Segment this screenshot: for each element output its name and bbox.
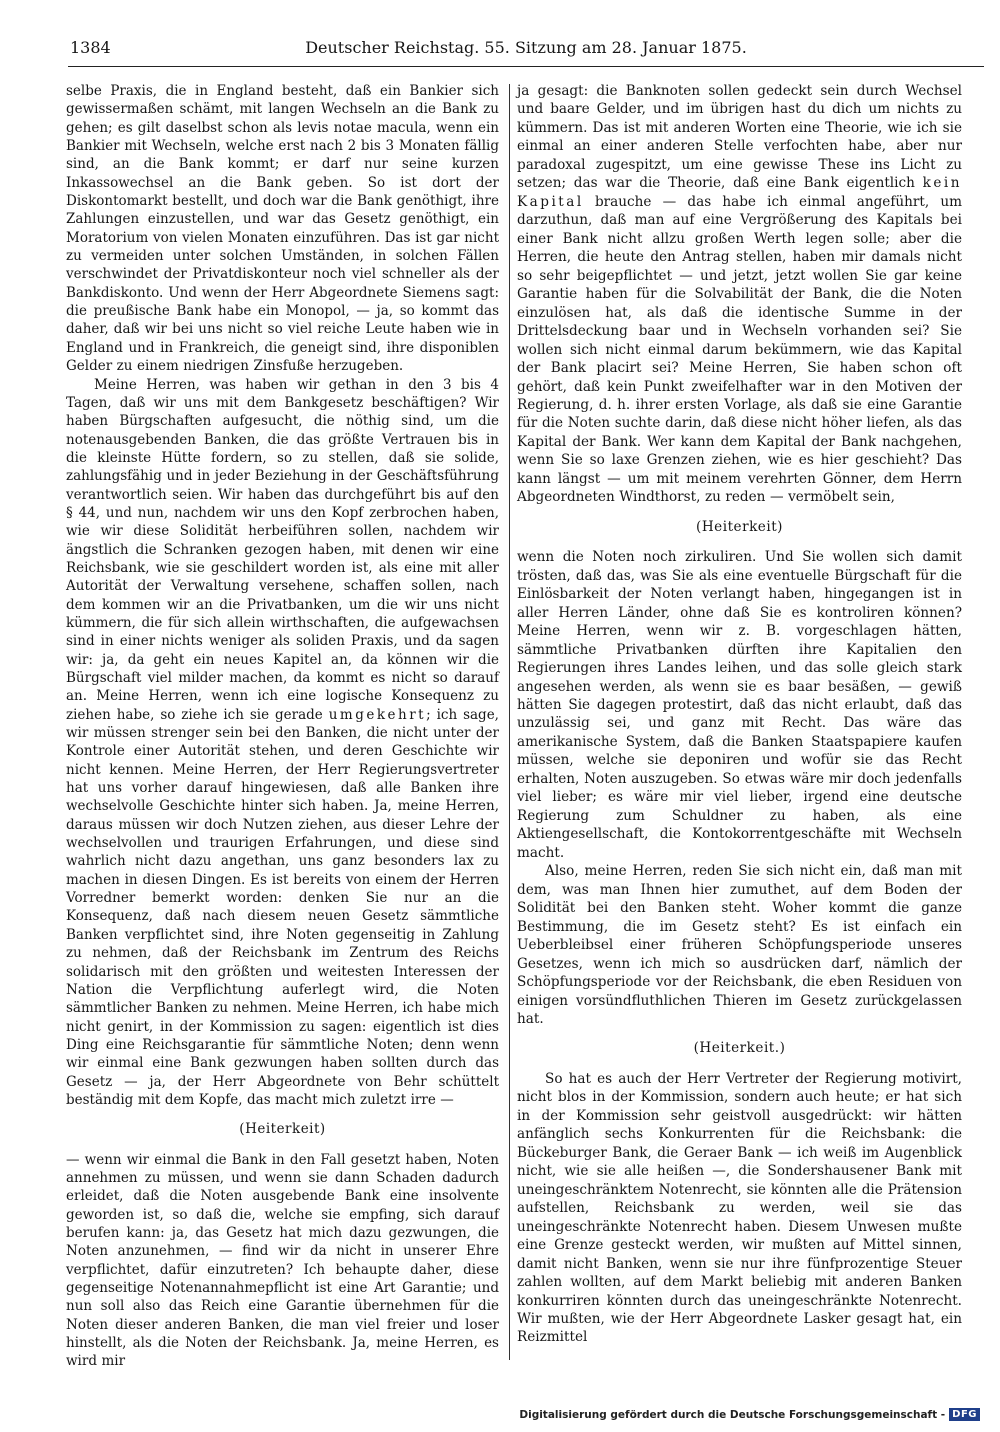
paragraph: Also, meine Herren, reden Sie sich nicht ein, daß man mit dem, was man Ihnen hier zumuthet, auf dem Boden der Solidität bei den Banken steht. Woher kommt die ganze Bestimmung, die im Gesetz steht? Es ist einfach ein Ueberbleibsel einer früheren Schöpfungsperiode unseres Gesetzes, wenn ich mich so ausdrücken darf, nämlich der Schöpfungsperiode vor der Reichsbank, die eben Residuen von einigen vorsündfluthlichen Thieren im Gesetz zurückgelassen hat. — [517, 863, 962, 1027]
footer-credit — [519, 1408, 980, 1421]
footer-text: Digitalisierung gefördert durch die Deutsche Forschungsgemeinschaft - — [519, 1408, 946, 1421]
paragraph: — wenn wir einmal die Bank in den Fall gesetzt haben, Noten annehmen zu müssen, und wenn sie dann Schaden dadurch erleidet, daß die Noten ausgebende Bank eine insolvente geworden ist, so daß die, welche sie empfing, sich darauf berufen kann: ja, das Gesetz hat mich dazu gezwungen, die Noten anzunehmen, — find wir da nicht in unserer Ehre verpflichtet, dafür einzutreten? Ich behaupte daher, diese gegenseitige Notenannahmepflicht ist eine Art Garantie; und nun soll also das Reich eine Garantie übernehmen für die Noten dieser anderen Banken, die man viel freier und loser hinstellt, als die Noten der Reichsbank. Ja, meine Herren, es wird mir — [66, 1151, 499, 1370]
paragraph: So hat es auch der Herr Vertreter der Regierung motivirt, nicht blos in der Kommission, sondern auch heute; er hat sich in der Kommission sehr geistvoll ausgedrückt: wir hätten anfänglich sechs Konkurrenten für die Reichsbank: die Bückeburger Bank, die Geraer Bank — ich weiß im Augenblick nicht, wie sie alle heißen —, die Sondershausener Bank mit uneingeschränktem Notenrecht, sie könnten alle die Prätension aufstellen, Reichsbank zu werden, weil sie das uneingeschränkte Notenrecht haben. Diesem Unwesen mußte eine Grenze gesteckt werden, wir mußten auf Mittel sinnen, damit nicht Banken, wenn sie nur ihre fünfprozentige Steuer zahlen wollten, auf dem Markt beliebig mit anderen Banken konkurriren könnten durch das uneingeschränkte Notenrecht. Wir mußten, wie der Herr Abgeordnete Lasker gesagt hat, ein Reizmittel — [517, 1070, 962, 1346]
paragraph-text: Meine Herren, was haben wir gethan in den 3 bis 4 Tagen, daß wir uns mit dem Bankgesetz beschäftigen? Wir haben Bürgschaften aufgesucht, die nöthig sind, um die notenausgebenden Banken, die das größte Vertrauen bis in die kleinste Hütte fordern, so zu stellen, daß sie solide, zahlungsfähig und in jeder Beziehung in der Geschäftsführung verantwortlich seien. Wir haben das durchgeführt bis auf den § 44, und nun, nachdem wir uns den Kopf zerbrochen haben, wie wir diese Solidität herbeiführen sollen, nachdem wir ängstlich die Schranken gezogen haben, mit denen wir eine Reichsbank, wie sie geschildert worden ist, als eine mit aller Autorität der Verwaltung versehene, schaffen sollen, nach dem kommen wir an die Privatbanken, um die wir uns nicht kümmern, die für sich allein wirthschaften, die aufgewachsen sind in einer nichts weniger als soliden Praxis, und da sagen wir: ja, da geht ein neues Kapitel an, da können wir die Bürgschaft viel milder machen, da kommt es nicht so darauf an. Meine Herren, wenn ich eine logische Konsequenz zu ziehen habe, so ziehe ich sie gerade — [66, 376, 499, 723]
interjection-laughter: (Heiterkeit) — [239, 1121, 326, 1138]
paragraph-text: brauche — das habe ich einmal angeführt, um darzuthun, daß man auf eine Vergrößerung des Kapitals bei einer Bank nicht allzu großen Werth legen solle; aber die Herren, die heute den Antrag stellen, haben mir damals nicht so sehr beigepflichtet — und jetzt, jetzt wollen Sie gar keine Garantie haben für die Solvabilität der Bank, die die Noten einzulösen hat, als daß die identische Summe in der Drittelsdeckung baar und in Wechseln vorhanden sei? Sie wollen sich nicht einmal darum bekümmern, wie das Kapital der Bank placirt sei? Meine Herren, Sie haben schon oft gehört, daß kein Punkt zweifelhafter war in den Motiven der Regierung, d. h. ihrer ersten Vorlage, als daß sie eine Garantie für die Noten suchte darin, daß diese nicht höher liefen, als das Kapital der Bank. Wer kann dem Kapital der Bank nachgehen, wenn Sie so laxe Grenzen ziehen, wie es hier geschieht? Das kann längst — um mit meinem verehrten Gönner, dem Herrn Abgeordneten Windthorst, zu reden — vermöbelt sein, — [517, 193, 962, 506]
column-rule — [509, 84, 510, 1360]
paragraph-text: ja gesagt: die Banknoten sollen gedeckt sein durch Wechsel und baare Gelder, und im übrigen hast du dich um nichts zu kümmern. Das ist mit anderen Worten eine Theorie, wie ich sie einmal an einer anderen Stelle verfochten habe, aber nur paradoxal zugespitzt, um eine gewisse These ins Licht zu setzen; das war die Theorie, daß eine Bank eigentlich — [517, 83, 962, 192]
paragraph: wenn die Noten noch zirkuliren. Und Sie wollen sich damit trösten, daß das, was Sie als eine eventuelle Bürgschaft für die Einlösbarkeit der Noten verlangt haben, hingegangen ist in aller Herren Länder, ohne daß Sie es kontroliren können? Meine Herren, wenn wir z. B. vorgeschlagen hätten, sämmtliche Privatbanken dürften ihre Kapitalien den Regierungen ihres Landes leihen, und das solle gleich stark angesehen werden, als wenn sie es baar besäßen, — gewiß hätten Sie dagegen protestirt, daß das nicht erlaubt, daß das unzulässig sei, und ganz mit Recht. Das wäre das amerikanische System, daß die Banken Staatspapiere kaufen müssen, welche sie deponiren und wofür sie das Recht erhalten, Noten auszugeben. So etwas wäre mir doch jedenfalls viel lieber; es wäre mir viel lieber, irgend eine deutsche Regierung zum Schuldner zu haben, als eine Aktiengesellschaft, die Kontokorrentgeschäfte mit Wechseln macht. — [517, 549, 962, 861]
interjection-laughter: (Heiterkeit.) — [693, 1040, 786, 1057]
left-column — [66, 82, 499, 1372]
dfg-logo: DFG — [949, 1408, 980, 1421]
paragraph — [66, 376, 499, 1110]
header-rule — [68, 66, 984, 67]
running-title: Deutscher Reichstag. 55. Sitzung am 28. Januar 1875. — [305, 38, 747, 57]
page-header — [70, 38, 982, 62]
page-number: 1384 — [70, 38, 111, 57]
right-column — [517, 82, 962, 1372]
emphasized-text: umgekehrt — [328, 706, 427, 723]
interjection-laughter: (Heiterkeit) — [696, 518, 783, 535]
emphasized-text: kein Kapital — [517, 175, 963, 210]
paragraph — [517, 82, 962, 507]
paragraph: selbe Praxis, die in England besteht, daß ein Bankier sich gewissermaßen schämt, mit langen Wechseln an die Bank zu gehen; es gilt daselbst schon als levis notae macula, wenn ein Bankier mit Wechseln, welche erst nach 2 bis 3 Monaten fällig sind, an die Bank kommt; er darf nur seine kurzen Inkassowechsel an die Bank geben. So ist dort der Diskontomarkt bestellt, und doch war die Bank genöthigt, ihre Zahlungen einzustellen, und war das Gesetz genöthigt, ein Moratorium von vielen Monaten einzuführen. Das ist gar nicht zu vermeiden unter solchen Umständen, in solchen Fällen verschwindet der Privatdiskonteur noch viel schneller als der Bankdiskonto. Und wenn der Herr Abgeordnete Siemens sagt: die preußische Bank habe ein Monopol, — ja, so kommt das daher, daß wir bei uns nicht so viel reiche Leute haben wie in England und in Frankreich, die geneigt sind, ihre disponiblen Gelder zu einem niedrigen Zinsfuße herzugeben. — [66, 83, 499, 375]
paragraph-text: ; ich sage, wir müssen strenger sein bei den Banken, die nicht unter der Kontrole einer Autorität stehen, und deren Geschichte wir nicht kennen. Meine Herren, der Herr Regierungsvertreter hat uns vorher darauf hingewiesen, daß alle Banken ihre wechselvolle Geschichte hinter sich haben. Ja, meine Herren, daraus müssen wir doch Nutzen ziehen, aus dieser Lehre der wechselvollen und traurigen Erfahrungen, und diese sind wahrlich nicht dazu angethan, uns ganz besonders lax zu machen in diesen Dingen. Es ist bereits von einem der Herren Vorredner bemerkt worden: denken Sie nur an die Konsequenz, daß nach diesem neuen Gesetz sämmtliche Banken verpflichtet sind, ihre Noten gegenseitig in Zahlung zu nehmen, daß der Reichsbank im Zentrum des Reichs solidarisch mit den größten und weitesten Interessen der Nation die Verpflichtung auferlegt wird, die Noten sämmtlicher Banken zu nehmen. Meine Herren, ich habe mich nicht genirt, in der Kommission zu sagen: eigentlich ist dies Ding eine Reichsgarantie für sämmtliche Noten; denn wenn wir einmal eine Bank gezwungen haben sollten durch das Gesetz — ja, der Herr Abgeordnete von Behr schüttelt beständig mit dem Kopfe, das macht mich zuletzt irre — — [66, 706, 499, 1108]
